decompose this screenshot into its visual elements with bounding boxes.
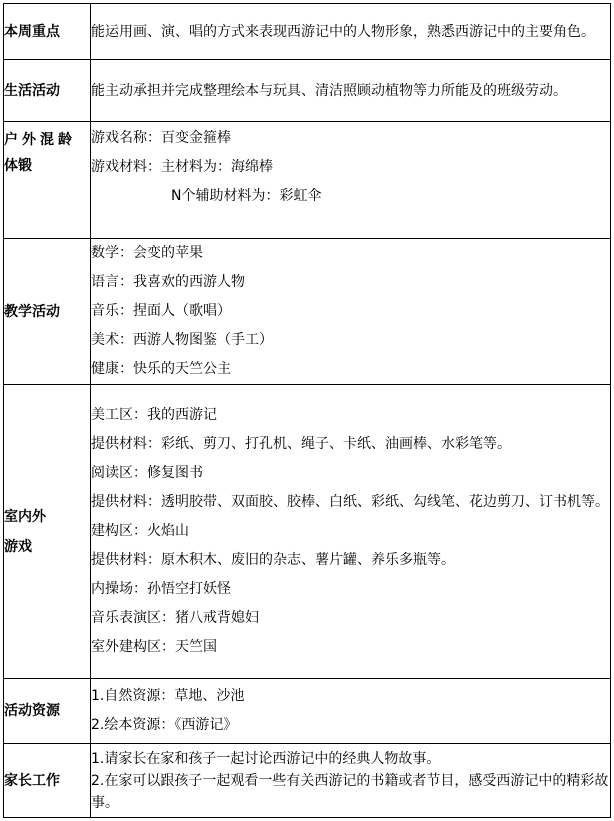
games-line: 提供材料：透明胶带、双面胶、胶棒、白纸、彩纸、勾线笔、花边剪刀、订书机等。 [91, 494, 609, 510]
header-indoor-outdoor-games [4, 385, 91, 679]
header-teaching-activity: 教学活动 [4, 239, 91, 385]
header-activity-resources: 活动资源 [4, 679, 91, 744]
outdoor-game-name: 游戏名称：百变金箍棒 [91, 130, 231, 146]
teaching-item: 健康：快乐的天竺公主 [91, 361, 231, 377]
teaching-item: 音乐：捏面人（歌唱） [91, 303, 231, 319]
parent-item: 2.在家可以跟孩子一起观看一些有关西游记的书籍或者节目，感受西游记中的精彩故事。 [91, 772, 609, 811]
row-indoor-outdoor-games [4, 385, 611, 679]
content-weekly-focus [91, 4, 611, 60]
games-line: 美工区：我的西游记 [91, 407, 217, 423]
header-games-line1: 室内外 [4, 508, 46, 525]
row-weekly-focus [4, 4, 611, 60]
row-parent-work [4, 744, 611, 818]
parent-item: 1.请家长在家和孩子一起讨论西游记中的经典人物故事。 [91, 750, 441, 767]
outdoor-material-main: 游戏材料：主材料为：海绵棒 [91, 159, 273, 175]
games-line: 室外建构区：天竺国 [91, 639, 217, 655]
header-games-line2: 游戏 [4, 538, 32, 555]
weekly-focus-text: 能运用画、演、唱的方式来表现西游记中的人物形象，熟悉西游记中的主要角色。 [91, 23, 595, 40]
header-outdoor-line1: 户外混龄 [4, 132, 76, 148]
teaching-item: 语言：我喜欢的西游人物 [91, 274, 245, 290]
content-outdoor-exercise [91, 122, 611, 239]
header-outdoor-exercise [4, 122, 91, 239]
games-line: 提供材料：彩纸、剪刀、打孔机、绳子、卡纸、油画棒、水彩笔等。 [91, 436, 511, 452]
resource-item: 1.自然资源：草地、沙池 [91, 688, 245, 704]
content-activity-resources [91, 679, 611, 744]
life-activity-text: 能主动承担并完成整理绘本与玩具、清洁照顾动植物等力所能及的班级劳动。 [91, 82, 567, 99]
games-line: 内操场：孙悟空打妖怪 [91, 581, 231, 597]
header-outdoor-line2: 体锻 [4, 158, 32, 174]
header-life-activity: 生活活动 [4, 60, 91, 122]
content-indoor-outdoor-games [91, 385, 611, 679]
games-line: 建构区：火焰山 [91, 523, 189, 539]
games-line: 提供材料：原木积木、废旧的杂志、薯片罐、养乐多瓶等。 [91, 552, 455, 568]
games-line: 音乐表演区：猪八戒背媳妇 [91, 610, 259, 626]
content-life-activity [91, 60, 611, 122]
header-weekly-focus: 本周重点 [4, 4, 91, 60]
teaching-item: 美术：西游人物图鉴（手工） [91, 332, 273, 348]
content-teaching-activity [91, 239, 611, 385]
row-teaching-activity [4, 239, 611, 385]
row-activity-resources [4, 679, 611, 744]
games-line: 阅读区：修复图书 [91, 465, 203, 481]
row-life-activity [4, 60, 611, 122]
teaching-item: 数学：会变的苹果 [91, 245, 203, 261]
content-parent-work [91, 744, 611, 818]
header-parent-work: 家长工作 [4, 744, 91, 818]
weekly-plan-table [3, 3, 611, 818]
row-outdoor-exercise [4, 122, 611, 239]
resource-item: 2.绘本资源：《西游记》 [91, 717, 238, 733]
outdoor-material-aux: N个辅助材料为：彩虹伞 [171, 188, 322, 204]
